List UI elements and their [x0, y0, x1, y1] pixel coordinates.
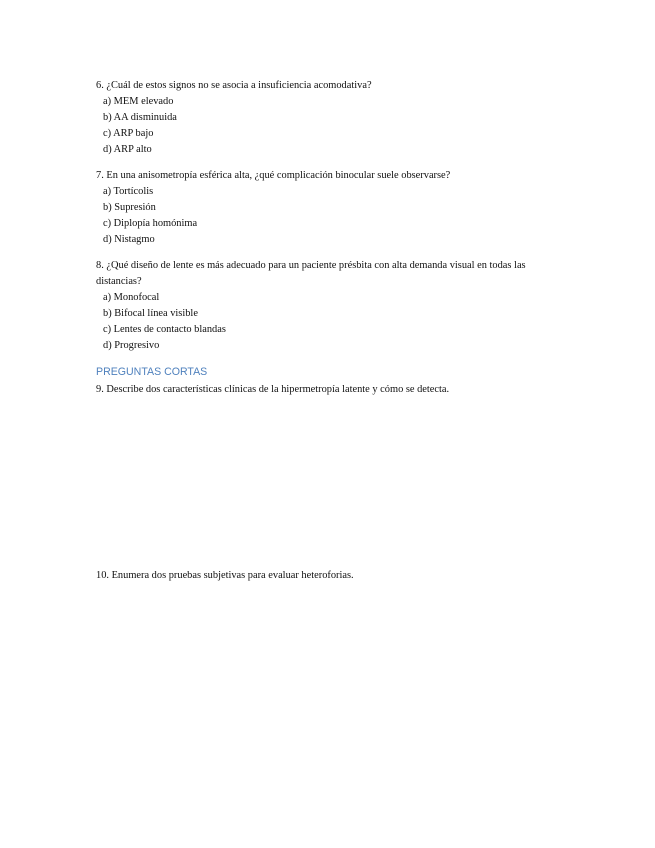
option-c: c) Diplopía homónima	[103, 218, 198, 229]
option-c: c) Lentes de contacto blandas	[103, 324, 226, 335]
options-list	[96, 290, 566, 354]
short-question-text: 9. Describe dos características clínicas de la hipermetropía latente y cómo se detecta.	[96, 384, 450, 395]
option-b: b) AA disminuida	[103, 112, 177, 123]
question-7	[96, 168, 450, 248]
option-c: c) ARP bajo	[103, 128, 154, 139]
section-heading-short-questions: PREGUNTAS CORTAS	[96, 366, 208, 378]
question-8	[96, 258, 566, 354]
option-b: b) Bifocal línea visible	[103, 308, 198, 319]
question-9	[96, 382, 449, 398]
option-d: d) Nistagmo	[103, 234, 155, 245]
options-list	[96, 94, 372, 158]
option-a: a) Monofocal	[103, 292, 160, 303]
question-10	[96, 568, 354, 584]
option-a: a) Tortícolis	[103, 186, 154, 197]
option-b: b) Supresión	[103, 202, 156, 213]
option-d: d) Progresivo	[103, 340, 160, 351]
question-6	[96, 78, 372, 158]
question-title: 6. ¿Cuál de estos signos no se asocia a insuficiencia acomodativa?	[96, 80, 372, 91]
options-list	[96, 184, 450, 248]
question-title: 7. En una anisometropía esférica alta, ¿qué complicación binocular suele observarse?	[96, 170, 451, 181]
option-d: d) ARP alto	[103, 144, 152, 155]
question-title: 8. ¿Qué diseño de lente es más adecuado para un paciente présbita con alta demanda visual en todas las distancias?	[96, 260, 526, 287]
short-question-text: 10. Enumera dos pruebas subjetivas para evaluar heteroforias.	[96, 570, 354, 581]
option-a: a) MEM elevado	[103, 96, 174, 107]
